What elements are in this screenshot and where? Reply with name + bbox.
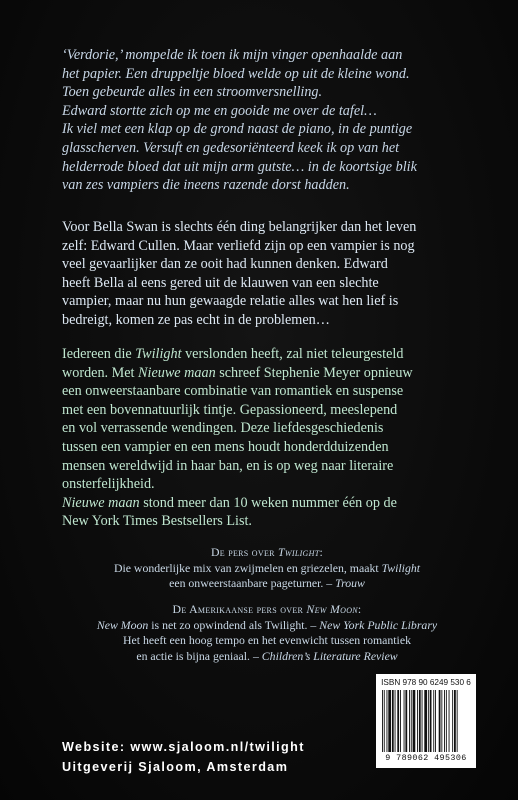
press-quote-line xyxy=(62,561,472,577)
press-quote-line xyxy=(62,618,472,634)
blurb-line xyxy=(62,364,462,383)
excerpt-line: glasscherven. Versuft en gedesoriënteerd keek ik op van het xyxy=(62,139,400,156)
press-quote-line xyxy=(62,649,472,665)
barcode-bar xyxy=(430,690,432,752)
quote-text: en actie is bijna geniaal. – xyxy=(136,648,262,663)
barcode-bar xyxy=(444,690,445,752)
quote-title: New Moon xyxy=(96,617,149,632)
isbn-label: ISBN 978 90 6249 530 6 xyxy=(381,678,471,687)
barcode-bar xyxy=(457,690,458,752)
quote-text: is net zo opwindend als Twilight. – xyxy=(148,617,320,632)
barcode-bar xyxy=(400,690,401,752)
barcode-bar xyxy=(454,690,456,752)
excerpt-line: van zes vampiers die ineens razende dorst hadden. xyxy=(62,177,350,194)
press-quote-line: Het heeft een hoog tempo en het evenwicht tussen romantiek xyxy=(123,633,411,648)
quote-source: Trouw xyxy=(335,576,365,591)
blurb-line: een onweerstaanbare combinatie van romantiek en suspense xyxy=(62,383,404,400)
summary-paragraph xyxy=(62,218,462,330)
barcode-bar xyxy=(395,690,396,752)
press-heading xyxy=(62,545,472,561)
barcode-bar xyxy=(384,690,385,752)
barcode-bar xyxy=(405,690,407,752)
summary-line: veel gevaarlijker dan ze ooit had kunnen denken. Edward xyxy=(62,256,388,273)
blurb-text: stond meer dan 10 weken nummer één op de xyxy=(139,494,397,511)
barcode-bar xyxy=(382,690,383,752)
blurb-line: met een bovennatuurlijk tintje. Gepassioneerd, meeslepend xyxy=(62,401,398,418)
summary-line: vampier, maar nu hun gewaagde relatie alles wat hen lief is xyxy=(62,293,399,310)
summary-line: zelf: Edward Cullen. Maar verliefd zijn op een vampier is nog xyxy=(62,237,415,254)
barcode-digits: 9 789062 495306 xyxy=(385,753,467,763)
press-heading-title: New Moon xyxy=(306,602,358,616)
blurb-text: worden. Met xyxy=(62,364,139,381)
barcode-bar xyxy=(419,690,421,752)
excerpt-paragraph xyxy=(62,46,462,195)
barcode-bar xyxy=(392,690,394,752)
website-url: Website: www.sjaloom.nl/twilight xyxy=(62,740,305,754)
press-heading-text: De pers over xyxy=(210,545,279,559)
excerpt-line: Edward stortte zich op me en gooide me over de tafel… xyxy=(62,102,377,119)
quote-title: Twilight xyxy=(381,560,421,575)
blurb-line: New York Times Bestsellers List. xyxy=(62,513,252,530)
barcode-bar xyxy=(428,690,429,752)
publisher-name: Uitgeverij Sjaloom, Amsterdam xyxy=(62,760,289,774)
barcode-bar xyxy=(446,690,447,752)
press-heading xyxy=(62,602,472,618)
blurb-line: onsterfelijkheid. xyxy=(62,476,155,493)
quote-source: New York Public Library xyxy=(319,617,438,632)
blurb-text: Iedereen die xyxy=(62,346,136,362)
quote-text: Die wonderlijke mix van zwijmelen en griezelen, maakt xyxy=(113,560,382,575)
isbn-barcode xyxy=(376,674,476,768)
blurb-line xyxy=(62,494,462,513)
quote-source: Children’s Literature Review xyxy=(261,648,398,663)
barcode-bar xyxy=(388,690,391,752)
barcode-bar xyxy=(452,690,453,752)
barcode-bar xyxy=(411,690,412,752)
barcode-bar xyxy=(387,690,388,752)
book-title-twilight: Twilight xyxy=(135,346,182,362)
barcode-bar xyxy=(424,690,427,752)
barcode-bars xyxy=(380,690,472,752)
barcode-bar xyxy=(417,690,418,752)
blurb-line: tussen een vampier en een mens houdt honderdduizenden xyxy=(62,438,389,455)
book-title-nieuwe-maan: Nieuwe maan xyxy=(62,494,140,511)
quote-text: een onweerstaanbare pageturner. – xyxy=(169,576,336,591)
summary-line: heeft Bella al eens gered uit de klauwen van een slechte xyxy=(62,274,379,291)
barcode-bar xyxy=(449,690,450,752)
press-heading-text: : xyxy=(319,545,324,559)
barcode-bar xyxy=(433,690,434,752)
summary-line: Voor Bella Swan is slechts één ding belangrijker dan het leven xyxy=(62,219,417,235)
excerpt-line: helderrode bloed dat uit mijn arm gutste… in de koortsige blik xyxy=(62,158,417,175)
press-heading-text: De Amerikaanse pers over xyxy=(172,602,307,616)
blurb-line: mensen wereldwijd in haar ban, en is op weg naar literaire xyxy=(62,457,394,474)
blurb-paragraph xyxy=(62,345,462,531)
excerpt-line: ‘Verdorie,’ mompelde ik toen ik mijn vinger openhaalde aan xyxy=(62,47,403,63)
press-quote-line xyxy=(62,576,472,592)
summary-line: bedreigt, komen ze pas echt in de problemen… xyxy=(62,311,330,328)
barcode-bar xyxy=(409,690,410,752)
press-quotes-dutch xyxy=(62,545,472,592)
blurb-text: verslonden heeft, zal niet teleurgesteld xyxy=(181,346,404,362)
barcode-bar xyxy=(439,690,441,752)
barcode-bar xyxy=(397,690,399,752)
blurb-line: en vol verrassende wendingen. Deze liefdesgeschiedenis xyxy=(62,420,384,437)
barcode-bar xyxy=(422,690,423,752)
barcode-graphic xyxy=(380,690,472,752)
blurb-text: schreef Stephenie Meyer opnieuw xyxy=(215,364,413,381)
barcode-bar xyxy=(404,690,405,752)
barcode-bar xyxy=(435,690,436,752)
excerpt-line: Toen gebeurde alles in een stroomversnelling. xyxy=(62,84,323,101)
book-title-nieuwe-maan: Nieuwe maan xyxy=(138,364,216,381)
excerpt-line: Ik viel met een klap op de grond naast de piano, in de puntige xyxy=(62,121,413,138)
barcode-bar xyxy=(413,690,416,752)
excerpt-line: het papier. Een druppeltje bloed welde op uit de kleine wond. xyxy=(62,65,410,82)
press-quotes-american xyxy=(62,602,472,664)
press-heading-title: Twilight xyxy=(278,545,320,559)
barcode-bar xyxy=(441,690,442,752)
press-heading-text: : xyxy=(357,602,362,616)
blurb-line xyxy=(62,345,462,364)
